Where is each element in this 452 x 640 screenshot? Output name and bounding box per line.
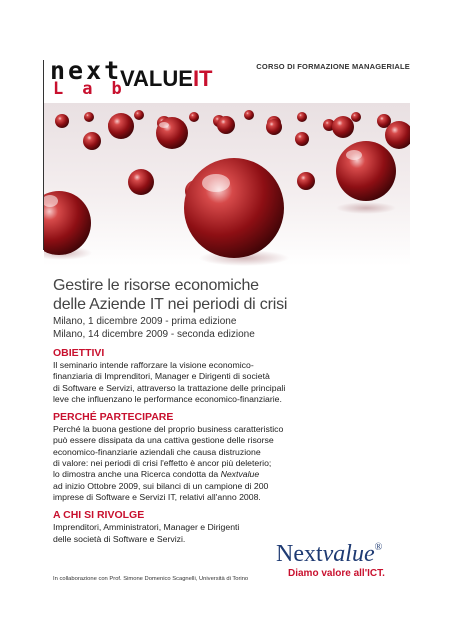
perche-text-2: ad inizio Ottobre 2009, sui bilanci di un campione di 200 imprese di Software e Servizi IT, relativi all'anno 2008. (53, 480, 269, 502)
nextvalue-brand (276, 542, 426, 579)
section-body-perche (53, 424, 353, 503)
section-heading-perche: PERCHÉ PARTECIPARE (53, 411, 174, 424)
perche-text-1: Perché la buona gestione del proprio business caratteristico può essere dissipata da una cattiva gestione delle risorse economico-finanziarie aziendali che causa distruzione di valore: nei periodi di crisi l'effetto è ancor più deleterio; lo dimostra anche una Ricerca condotta da (53, 424, 284, 480)
logo-lab: Lab (53, 79, 141, 99)
brand-tagline: Diamo valore all'ICT. (288, 568, 385, 579)
registered-mark: ® (374, 542, 383, 553)
logo-next: next (50, 56, 123, 85)
section-body-obiettivi: Il seminario intende rafforzare la visione economico- finanziaria di Imprenditori, Manager e Dirigenti di società di Software e Servizi, attraverso la trattazione delle principali leve che influenzano le performance economico-finanziarie. (53, 360, 286, 404)
collaboration-note: In collaborazione con Prof. Simone Domenico Scagnelli, Università di Torino (53, 576, 249, 582)
section-body-rivolge: Imprenditori, Amministratori, Manager e Dirigenti delle società di Software e Servizi. (53, 522, 240, 544)
brand-name-value: value (322, 541, 375, 567)
page-title (53, 276, 353, 314)
section-heading-rivolge: A CHI SI RIVOLGE (53, 509, 145, 522)
logo-it-text: IT (192, 66, 213, 91)
edition-first: Milano, 1 dicembre 2009 - prima edizione (53, 316, 237, 327)
nextvalue-lab-logo (50, 58, 240, 104)
brand-name (276, 542, 426, 566)
edition-second: Milano, 14 dicembre 2009 - seconda edizione (53, 328, 255, 340)
title-line-2: delle Aziende IT nei periodi di crisi (53, 296, 288, 313)
section-heading-obiettivi: OBIETTIVI (53, 347, 105, 359)
main-content (53, 276, 353, 545)
logo-value-text: VALUE (120, 66, 193, 91)
brand-name-next: Next (276, 541, 323, 567)
course-label: CORSO DI FORMAZIONE MANAGERIALE (256, 62, 410, 71)
edition-dates (53, 316, 353, 341)
hero-spheres-image (44, 103, 410, 266)
perche-nextvalue-em: Nextvalue (220, 469, 260, 480)
title-line-1: Gestire le risorse economiche (53, 277, 259, 294)
